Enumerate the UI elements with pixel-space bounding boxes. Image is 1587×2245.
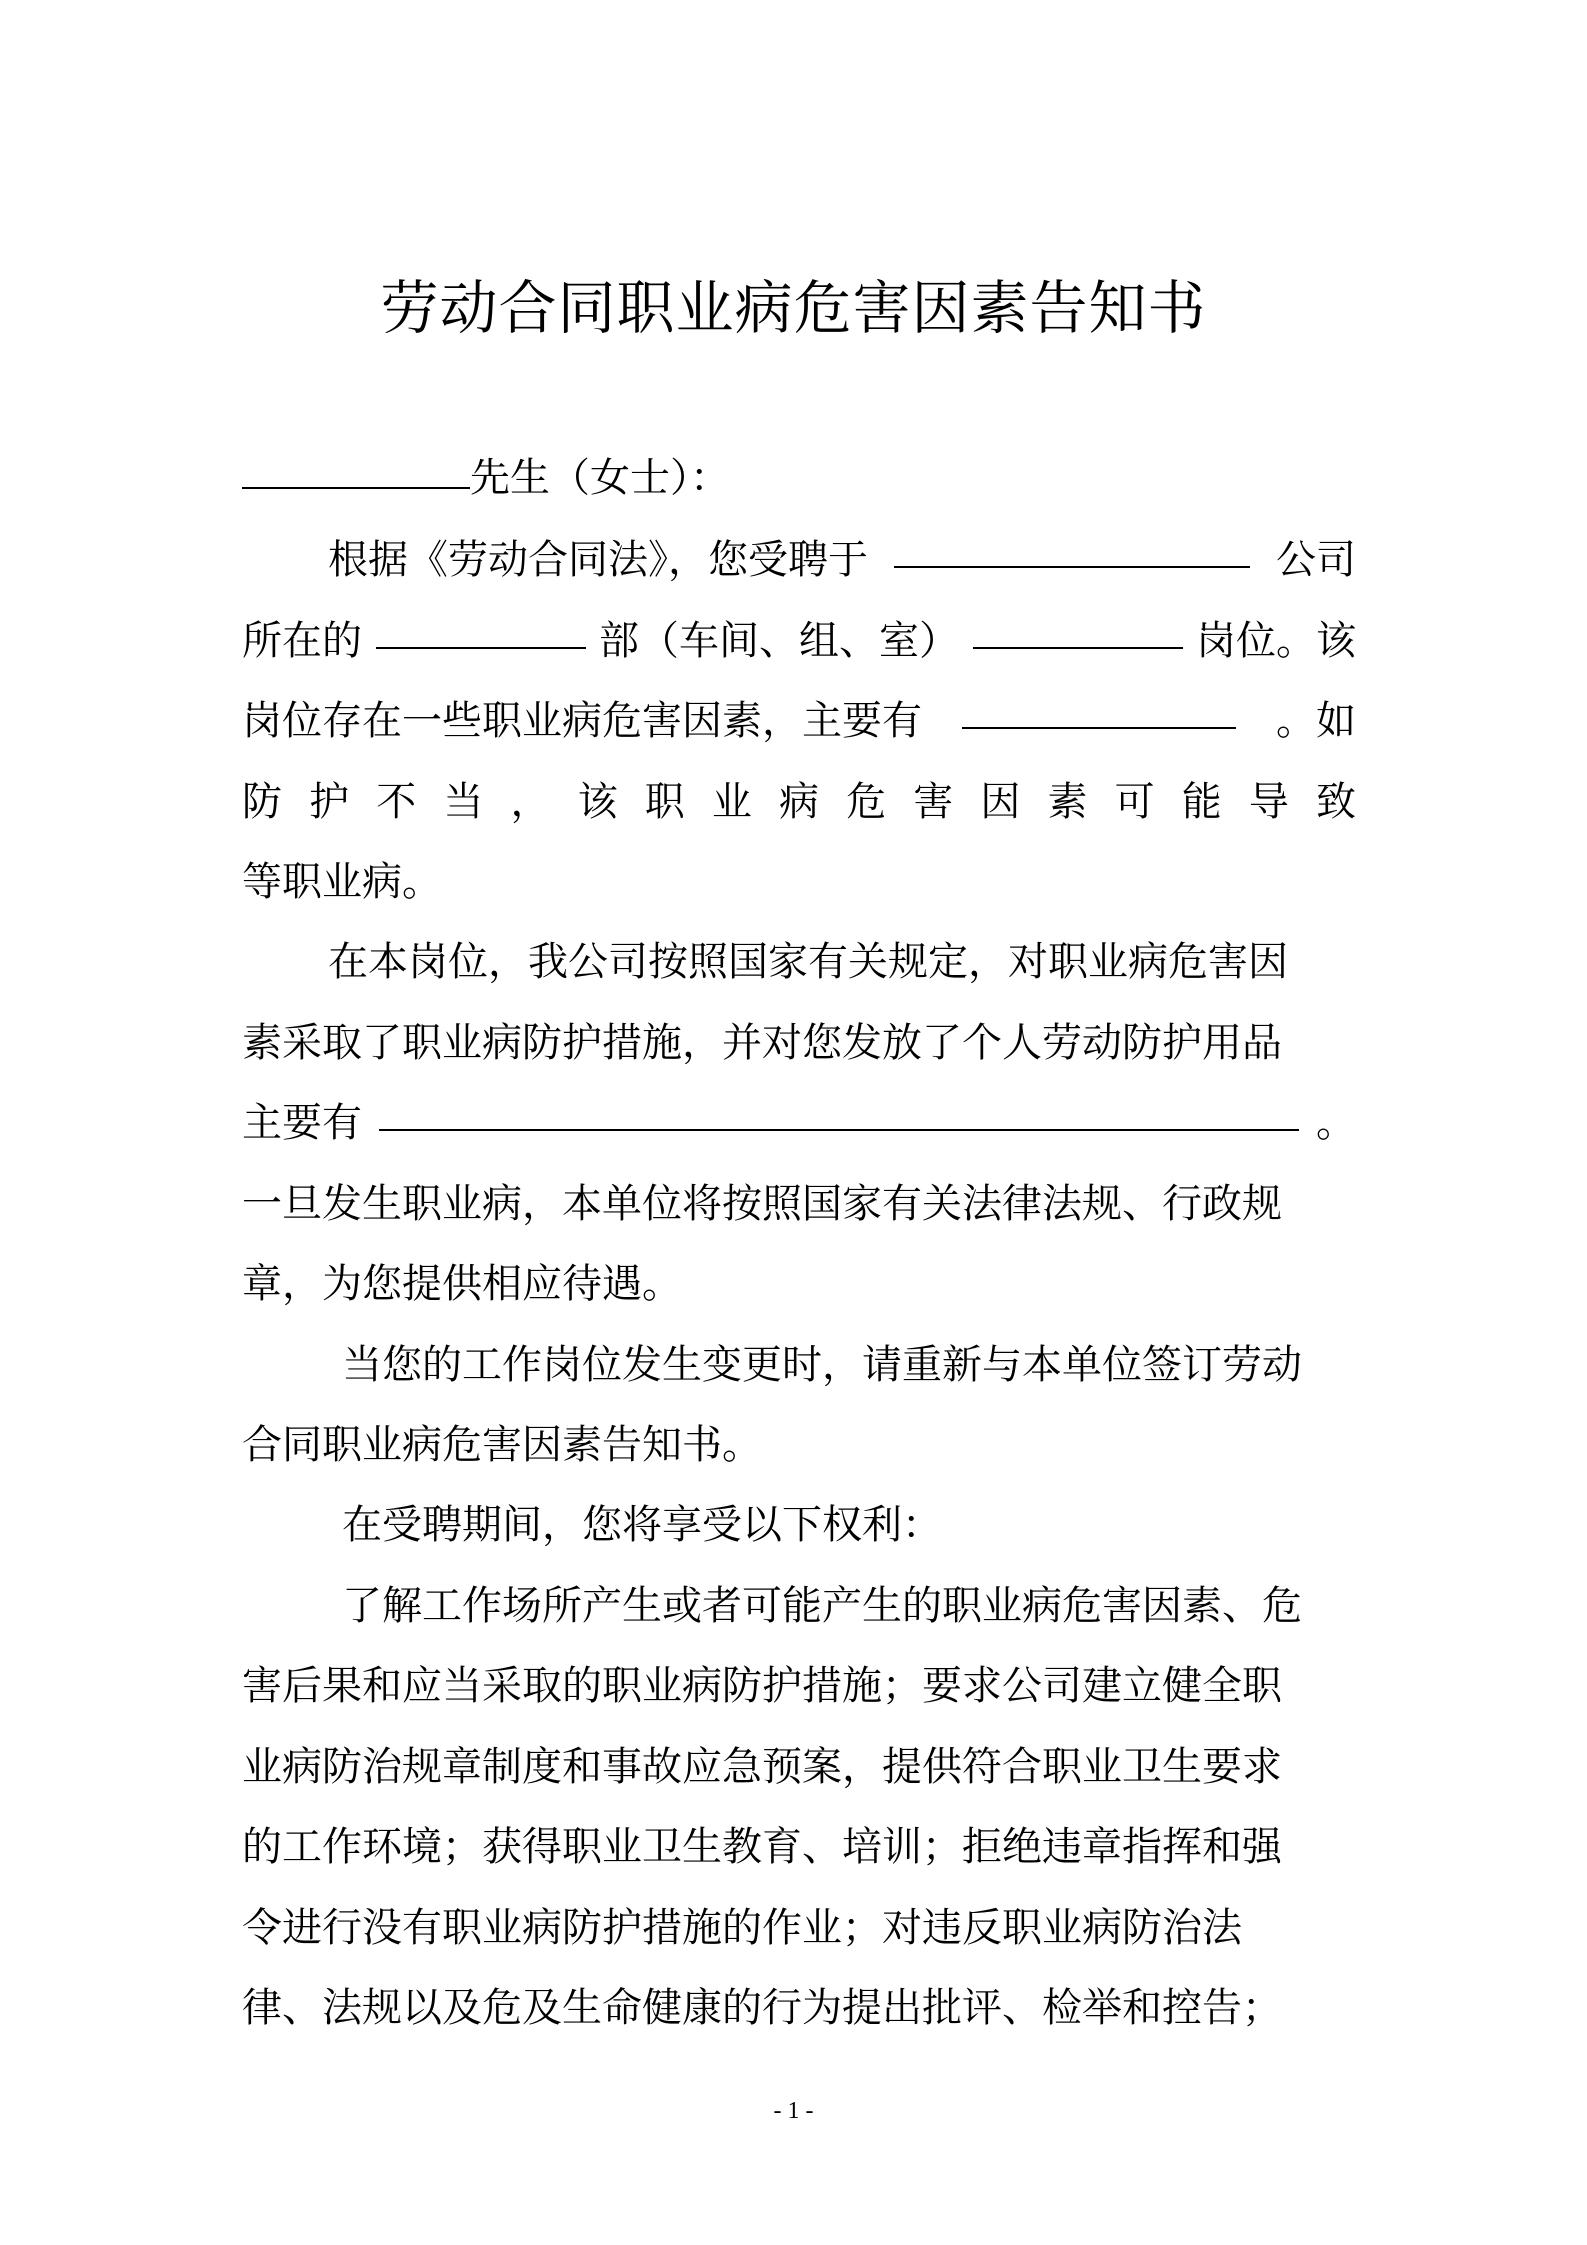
p1-line-2 — [242, 601, 1356, 681]
p1-char: 护 — [309, 779, 350, 825]
p5-line-3: 业病防治规章制度和事故应急预案，提供符合职业卫生要求 — [242, 1744, 1282, 1790]
p2-line-2: 素采取了职业病防护措施，并对您发放了个人劳动防护用品 — [242, 1020, 1282, 1066]
p1-text-3b: 。如 — [1276, 698, 1356, 744]
p3-line-2: 合同职业病危害因素告知书。 — [242, 1422, 762, 1468]
hazard-factors-blank[interactable] — [962, 681, 1236, 729]
p2-line-5: 章，为您提供相应待遇。 — [242, 1261, 682, 1307]
p1-char: 该 — [577, 779, 618, 825]
p2-line-4: 一旦发生职业病，本单位将按照国家有关法律法规、行政规 — [242, 1181, 1282, 1227]
p1-text-3a: 岗位存在一些职业病危害因素，主要有 — [242, 698, 922, 744]
p1-char: 病 — [779, 779, 819, 825]
p3-line-1 — [242, 1325, 1356, 1405]
p1-char: 害 — [913, 779, 954, 825]
p5-line-5: 令进行没有职业病防护措施的作业；对违反职业病防治法 — [242, 1905, 1242, 1951]
post-blank[interactable] — [973, 601, 1183, 649]
p5-line-1 — [242, 1566, 1356, 1646]
document-title: 劳动合同职业病危害因素告知书 — [380, 274, 1207, 342]
p2-text-3b: 。 — [1316, 1100, 1356, 1146]
salutation-line — [242, 438, 1356, 518]
p1-char: 可 — [1114, 779, 1155, 825]
protective-equipment-blank[interactable] — [379, 1083, 1299, 1131]
p3-text-1: 当您的工作岗位发生变更时，请重新与本单位签订劳动 — [342, 1342, 1302, 1388]
name-blank[interactable] — [242, 441, 470, 489]
p1-text-2a: 所在的 — [242, 618, 362, 664]
p5-line-2: 害后果和应当采取的职业病防护措施；要求公司建立健全职 — [242, 1663, 1282, 1709]
p1-char: 能 — [1181, 779, 1222, 825]
p1-char: 致 — [1316, 779, 1356, 825]
p5-line-4: 的工作环境；获得职业卫生教育、培训；拒绝违章指挥和强 — [242, 1824, 1282, 1870]
p1-char: 导 — [1248, 779, 1289, 825]
p1-line-5: 等职业病。 — [242, 859, 442, 905]
company-blank[interactable] — [894, 520, 1250, 568]
p1-char: 因 — [980, 779, 1021, 825]
p1-text-1b: 公司 — [1276, 537, 1356, 583]
p1-char: ， — [510, 779, 551, 825]
p1-char: 危 — [846, 779, 887, 825]
p1-text-1a: 根据《劳动合同法》，您受聘于 — [328, 537, 868, 583]
p1-char: 防 — [242, 779, 282, 825]
p1-char: 业 — [711, 779, 752, 825]
p2-text-3a: 主要有 — [242, 1100, 362, 1146]
p2-line-1 — [242, 922, 1356, 1002]
department-blank[interactable] — [376, 601, 586, 649]
p1-line-1 — [242, 520, 1356, 600]
p4-line-1 — [242, 1485, 1356, 1565]
p1-char: 素 — [1047, 779, 1088, 825]
p2-text-1: 在本岗位，我公司按照国家有关规定，对职业病危害因 — [328, 939, 1288, 985]
p5-text-1: 了解工作场所产生或者可能产生的职业病危害因素、危 — [342, 1583, 1302, 1629]
page-number: - 1 - — [773, 2098, 814, 2124]
p1-text-2c: 岗位。该 — [1196, 618, 1356, 664]
salutation-text: 先生（女士）： — [470, 455, 730, 501]
p1-char: 职 — [644, 779, 685, 825]
p1-char: 当 — [443, 779, 484, 825]
p1-line-4 — [242, 762, 1356, 842]
p5-line-6: 律、法规以及危及生命健康的行为提出批评、检举和控告； — [242, 1985, 1282, 2031]
p1-char: 不 — [376, 779, 417, 825]
p4-text-1: 在受聘期间，您将享受以下权利： — [342, 1502, 942, 1548]
p2-line-3 — [242, 1083, 1356, 1163]
p1-text-2b: 部（车间、组、室） — [599, 618, 959, 664]
p1-line-3 — [242, 681, 1356, 761]
